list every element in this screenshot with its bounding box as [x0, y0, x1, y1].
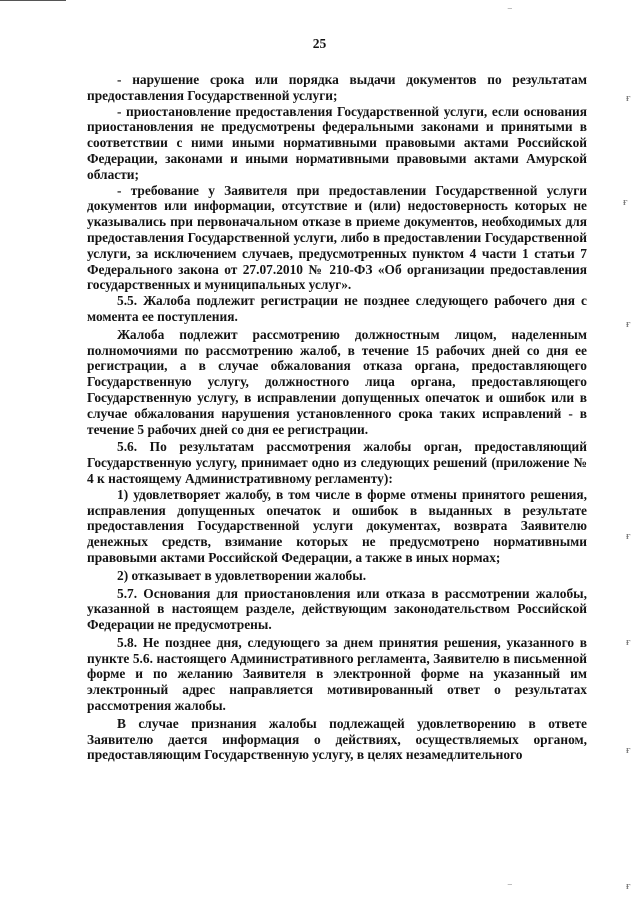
- scan-mark: ‾: [508, 884, 512, 896]
- scan-mark: ғ: [626, 636, 631, 648]
- page-number: 25: [312, 36, 327, 51]
- scan-mark: ‾: [508, 8, 512, 20]
- scan-mark: ғ: [626, 744, 631, 756]
- scan-mark: ғ: [626, 530, 631, 542]
- scan-mark: ғ: [626, 318, 631, 330]
- paragraph-satisfaction-info: В случае признания жалобы подлежащей удовлетворению в ответе Заявителю дается информация о действиях, осуществляемых органом, предоставляющим Государственную услугу, в целях незамедлительного: [87, 715, 587, 763]
- paragraph-5-7: 5.7. Основания для приостановления или отказа в рассмотрении жалобы, указанной в настоящем разделе, действующим законодательством Российской Федерации не предусмотрены.: [87, 585, 587, 633]
- paragraph-5-6: 5.6. По результатам рассмотрения жалобы орган, предоставляющий Государственную услугу, принимает одно из следующих решений (приложение № 4 к настоящему Административному регламенту):: [87, 439, 587, 486]
- scan-edge-line: [0, 0, 66, 1]
- document-body: [87, 72, 587, 763]
- paragraph-complaint-review: Жалоба подлежит рассмотрению должностным лицом, наделенным полномочиями по рассмотрению жалоб, в течение 15 рабочих дней со дня ее регистрации, а в случае обжалования отказа органа, предоставляющего Государственную услугу, должностного лица органа, предоставляющего Государственную услугу, в исправлении допущенных опечаток и ошибок или в случае обжалования нарушения установленного срока таких исправлений - в течение 5 рабочих дней со дня ее регистрации.: [87, 326, 587, 437]
- scan-mark: ғ: [626, 880, 631, 892]
- paragraph-decision-satisfy: 1) удовлетворяет жалобу, в том числе в форме отмены принятого решения, исправления допущенных опечаток и ошибок в выданных в результате предоставления Государственной услуги документах, возврата Заявителю денежных средств, взимание которых не предусмотрено нормативными правовыми актами Российской Федерации, а также в иных нормах;: [87, 486, 587, 565]
- paragraph-decision-refuse: 2) отказывает в удовлетворении жалобы.: [117, 567, 367, 583]
- scan-mark: ғ: [626, 92, 631, 104]
- paragraph-5-5: 5.5. Жалоба подлежит регистрации не позднее следующего рабочего дня с момента ее поступления.: [87, 293, 587, 324]
- paragraph-document-requirement: - требование у Заявителя при предоставлении Государственной услуги документов или информации, отсутствие и (или) недостоверность которых не указывались при первоначальном отказе в приеме документов, необходимых для предоставления Государственной услуги, либо в предоставлении Государственной услуги, за исключением случаев, предусмотренных пунктом 4 части 1 статьи 7 Федерального закона от 27.07.2010 № 210-ФЗ «Об организации предоставления государственных и муниципальных услуг».: [87, 182, 587, 293]
- paragraph-suspension: - приостановление предоставления Государственной услуги, если основания приостановления не предусмотрены федеральными законами и принятыми в соответствии с ними иными нормативными правовыми актами Российской Федерации, законами и иными нормативными правовыми актами Амурской области;: [87, 103, 587, 182]
- paragraph-5-8: 5.8. Не позднее дня, следующего за днем принятия решения, указанного в пункте 5.6. настоящего Административного регламента, Заявителю в письменной форме и по желанию Заявителя в электронной форме на указанный им электронный адрес направляется мотивированный ответ о результатах рассмотрения жалобы.: [87, 634, 587, 714]
- scan-mark: ғ: [623, 196, 628, 208]
- paragraph-violation-deadline: - нарушение срока или порядка выдачи документов по результатам предоставления Государственной услуги;: [87, 72, 587, 103]
